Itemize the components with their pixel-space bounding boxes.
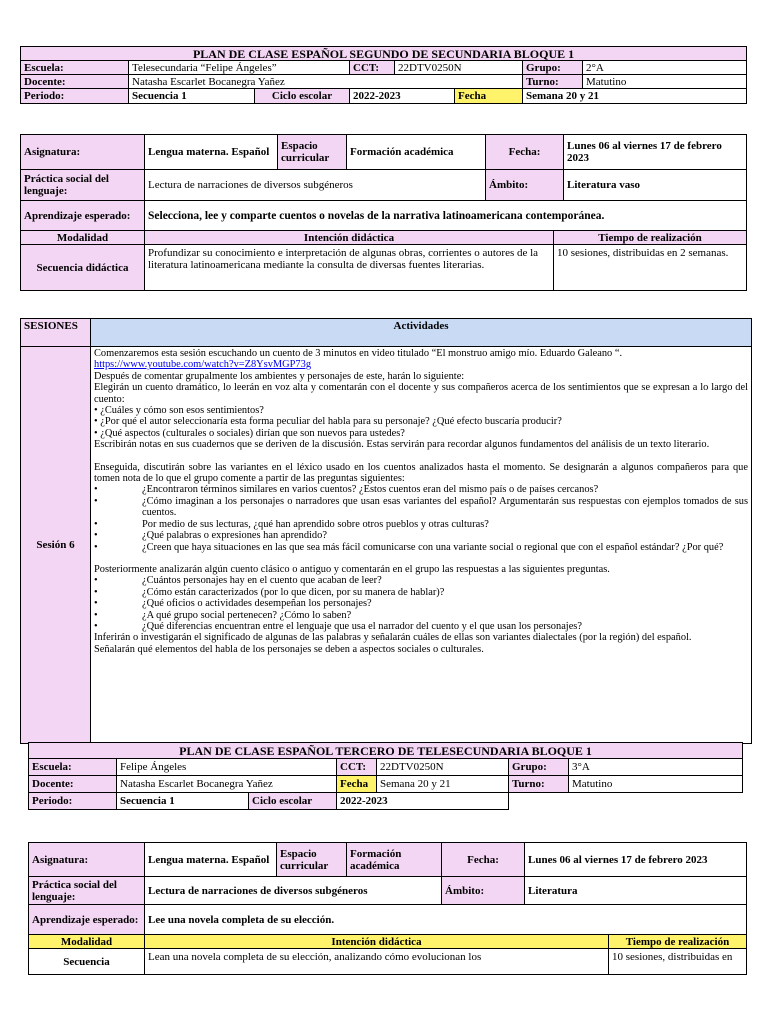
bullet-text: ¿Qué palabras o expresiones han aprendido? [142,530,327,542]
plan2-detail-table [28,842,747,975]
fecha-label: Fecha: [442,843,525,877]
activities-content [91,347,752,744]
espacio-value: Formación académica [347,843,442,877]
plan1-title: PLAN DE CLASE ESPAÑOL SEGUNDO DE SECUNDARIA BLOQUE 1 [21,47,747,61]
bullet-item [94,530,748,541]
grupo-value: 2°A [583,61,747,75]
paragraph-1: Después de comentar grupalmente los ambientes y personajes de este, harán lo siguiente: [94,370,465,382]
bullet-icon: • [94,586,98,598]
practica-label: Práctica social del lenguaje: [21,170,145,201]
modalidad-header: Modalidad [21,231,145,245]
bullet-item [94,610,748,621]
intencion-value: Lean una novela completa de su elección, analizando cómo evolucionan los [145,949,609,975]
turno-value: Matutino [583,75,747,89]
bullet-icon: • [94,609,98,621]
bullet-text: ¿Qué diferencias encuentran entre el lenguaje que usa el narrador del cuento y el que usan los personajes? [142,620,582,632]
ciclo-label: Ciclo escolar [255,89,350,104]
paragraph-2: Elegirán un cuento dramático, lo leerán en voz alta y comentarán con el docente y sus compañeros acerca de los sentimientos que se expresan a lo largo del cuento: [94,382,748,405]
actividades-header: Actividades [91,319,752,347]
session-label: Sesión 6 [21,347,91,744]
plan1-header-table [20,46,747,104]
turno-label: Turno: [509,776,569,793]
escuela-label: Escuela: [29,759,117,776]
bullet-icon: • [94,518,98,530]
bullet-icon: • [94,541,98,553]
question-1: • ¿Cuáles y cómo son esos sentimientos? [94,405,264,417]
practica-value: Lectura de narraciones de diversos subgéneros [145,170,486,201]
fecha-label: Fecha [337,776,377,793]
plan2-title: PLAN DE CLASE ESPAÑOL TERCERO DE TELESECUNDARIA BLOQUE 1 [29,743,743,759]
cct-label: CCT: [337,759,377,776]
bullet-text: ¿A qué grupo social pertenecen? ¿Cómo lo saben? [142,609,352,621]
paragraph-3: Escribirán notas en sus cuadernos que se deriven de la discusión. Estas servirán para recordar algunos fundamentos del análisis de un texto literario. [94,439,710,451]
modalidad-header: Modalidad [29,935,145,949]
practica-value: Lectura de narraciones de diversos subgéneros [145,877,442,905]
escuela-value: Felipe Ángeles [117,759,337,776]
sesiones-header: SESIONES [21,319,91,347]
semana-value: Semana 20 y 21 [377,776,509,793]
semana-value: Semana 20 y 21 [523,89,747,104]
ciclo-label: Ciclo escolar [249,793,337,810]
bullet-text: ¿Creen que haya situaciones en las que sea más fácil comunicarse con una variante social o regional que con el español estándar? ¿Por qué? [142,541,724,553]
bullet-icon: • [94,575,98,587]
fecha-label: Fecha: [486,135,564,170]
ciclo-value: 2022-2023 [337,793,509,810]
bullet-text: ¿Qué oficios o actividades desempeñan los personajes? [142,598,372,610]
bullet-item [94,519,748,530]
bullet-item [94,621,748,632]
question-3: • ¿Qué aspectos (culturales o sociales) dirían que son nuevos para ustedes? [94,427,405,439]
fecha-value: Lunes 06 al viernes 17 de febrero 2023 [525,843,747,877]
modalidad-value: Secuencia didáctica [21,245,145,291]
cct-label: CCT: [350,61,395,75]
grupo-value: 3°A [569,759,743,776]
aprendizaje-value: Lee una novela completa de su elección. [145,905,747,935]
paragraph-6: Inferirán o investigarán el significado de algunas de las palabras y señalarán cuáles de ellas son variantes dialectales (por la región) del español. [94,632,692,644]
paragraph-4: Enseguida, discutirán sobre las variantes en el léxico usado en los cuentos analizados hasta el momento. Se designarán a algunos compañeros para que tomen nota de lo que el grupo comente a partir de las preguntas siguientes: [94,461,748,485]
turno-label: Turno: [523,75,583,89]
activities-table [20,318,752,744]
ciclo-value: 2022-2023 [350,89,455,104]
docente-value: Natasha Escarlet Bocanegra Yañez [117,776,337,793]
escuela-value: Telesecundaria “Felipe Ángeles” [129,61,350,75]
ambito-label: Ámbito: [442,877,525,905]
fecha-label: Fecha [455,89,523,104]
ambito-label: Ámbito: [486,170,564,201]
bullet-item [94,598,748,609]
asignatura-value: Lengua materna. Español [145,135,278,170]
video-link[interactable]: https://www.youtube.com/watch?v=Z8YsvMGP73g [94,359,312,371]
cct-value: 22DTV0250N [395,61,523,75]
bullet-item [94,542,748,553]
paragraph-7: Señalarán qué elementos del habla de los personajes se deben a aspectos sociales o culturales. [94,643,484,655]
aprendizaje-value: Selecciona, lee y comparte cuentos o novelas de la narrativa latinoamericana contemporánea. [145,201,747,231]
ambito-value: Literatura [525,877,747,905]
periodo-label: Periodo: [29,793,117,810]
periodo-label: Periodo: [21,89,129,104]
secuencia-value: Secuencia 1 [129,89,255,104]
asignatura-label: Asignatura: [29,843,145,877]
asignatura-value: Lengua materna. Español [145,843,277,877]
bullet-text: ¿Cómo están caracterizados (por lo que dicen, por su manera de hablar)? [142,586,445,598]
ambito-value: Literatura vaso [564,170,747,201]
cct-value: 22DTV0250N [377,759,509,776]
bullet-item [94,575,748,586]
bullet-icon: • [94,598,98,610]
asignatura-label: Asignatura: [21,135,145,170]
bullet-text: ¿Cómo imaginan a los personajes o narradores que usan esas variantes del español? Argumentarán sus respuestas con ejemplos tomados de sus cuentos. [142,495,748,519]
secuencia-value: Secuencia 1 [117,793,249,810]
intencion-header: Intención didáctica [145,231,554,245]
tiempo-header: Tiempo de realización [554,231,747,245]
plan2-header-table [28,742,743,810]
bullet-item [94,587,748,598]
docente-label: Docente: [21,75,129,89]
aprendizaje-label: Aprendizaje esperado: [29,905,145,935]
plan1-detail-table [20,134,747,291]
paragraph-5: Posteriormente analizarán algún cuento clásico o antiguo y comentarán en el grupo las respuestas a las siguientes preguntas. [94,563,610,575]
turno-value: Matutino [569,776,743,793]
docente-value: Natasha Escarlet Bocanegra Yañez [129,75,523,89]
tiempo-value: 10 sesiones, distribuidas en 2 semanas. [554,245,747,291]
tiempo-header: Tiempo de realización [609,935,747,949]
modalidad-value: Secuencia [29,949,145,975]
intencion-value: Profundizar su conocimiento e interpretación de algunas obras, corrientes o autores de la literatura latinoamericana mediante la consulta de diversas fuentes literarias. [145,245,554,291]
bullet-icon: • [94,484,98,496]
tiempo-value: 10 sesiones, distribuidas en [609,949,747,975]
bullet-text: ¿Encontraron términos similares en varios cuentos? ¿Estos cuentos eran del mismo país o de países cercanos? [142,484,599,496]
bullet-item [94,496,748,519]
bullet-text: Por medio de sus lecturas, ¿qué han aprendido sobre otros pueblos y otras culturas? [142,518,489,530]
question-2: • ¿Por qué el autor seleccionaría esta forma peculiar del habla para su personaje? ¿Qué efecto buscaría producir? [94,416,562,428]
espacio-label: Espacio curricular [277,843,347,877]
fecha-value: Lunes 06 al viernes 17 de febrero 2023 [564,135,747,170]
intro-text: Comenzaremos esta sesión escuchando un cuento de 3 minutos en video titulado “El monstruo amigo mío. Eduardo Galeano “. [94,348,623,359]
espacio-label: Espacio curricular [278,135,347,170]
bullet-item [94,484,748,495]
grupo-label: Grupo: [523,61,583,75]
bullet-icon: • [94,530,98,542]
bullet-text: ¿Cuántos personajes hay en el cuento que acaban de leer? [142,575,382,587]
intencion-header: Intención didáctica [145,935,609,949]
escuela-label: Escuela: [21,61,129,75]
grupo-label: Grupo: [509,759,569,776]
practica-label: Práctica social del lenguaje: [29,877,145,905]
bullet-icon: • [94,620,98,632]
espacio-value: Formación académica [347,135,486,170]
docente-label: Docente: [29,776,117,793]
bullet-icon: • [94,495,98,507]
aprendizaje-label: Aprendizaje esperado: [21,201,145,231]
